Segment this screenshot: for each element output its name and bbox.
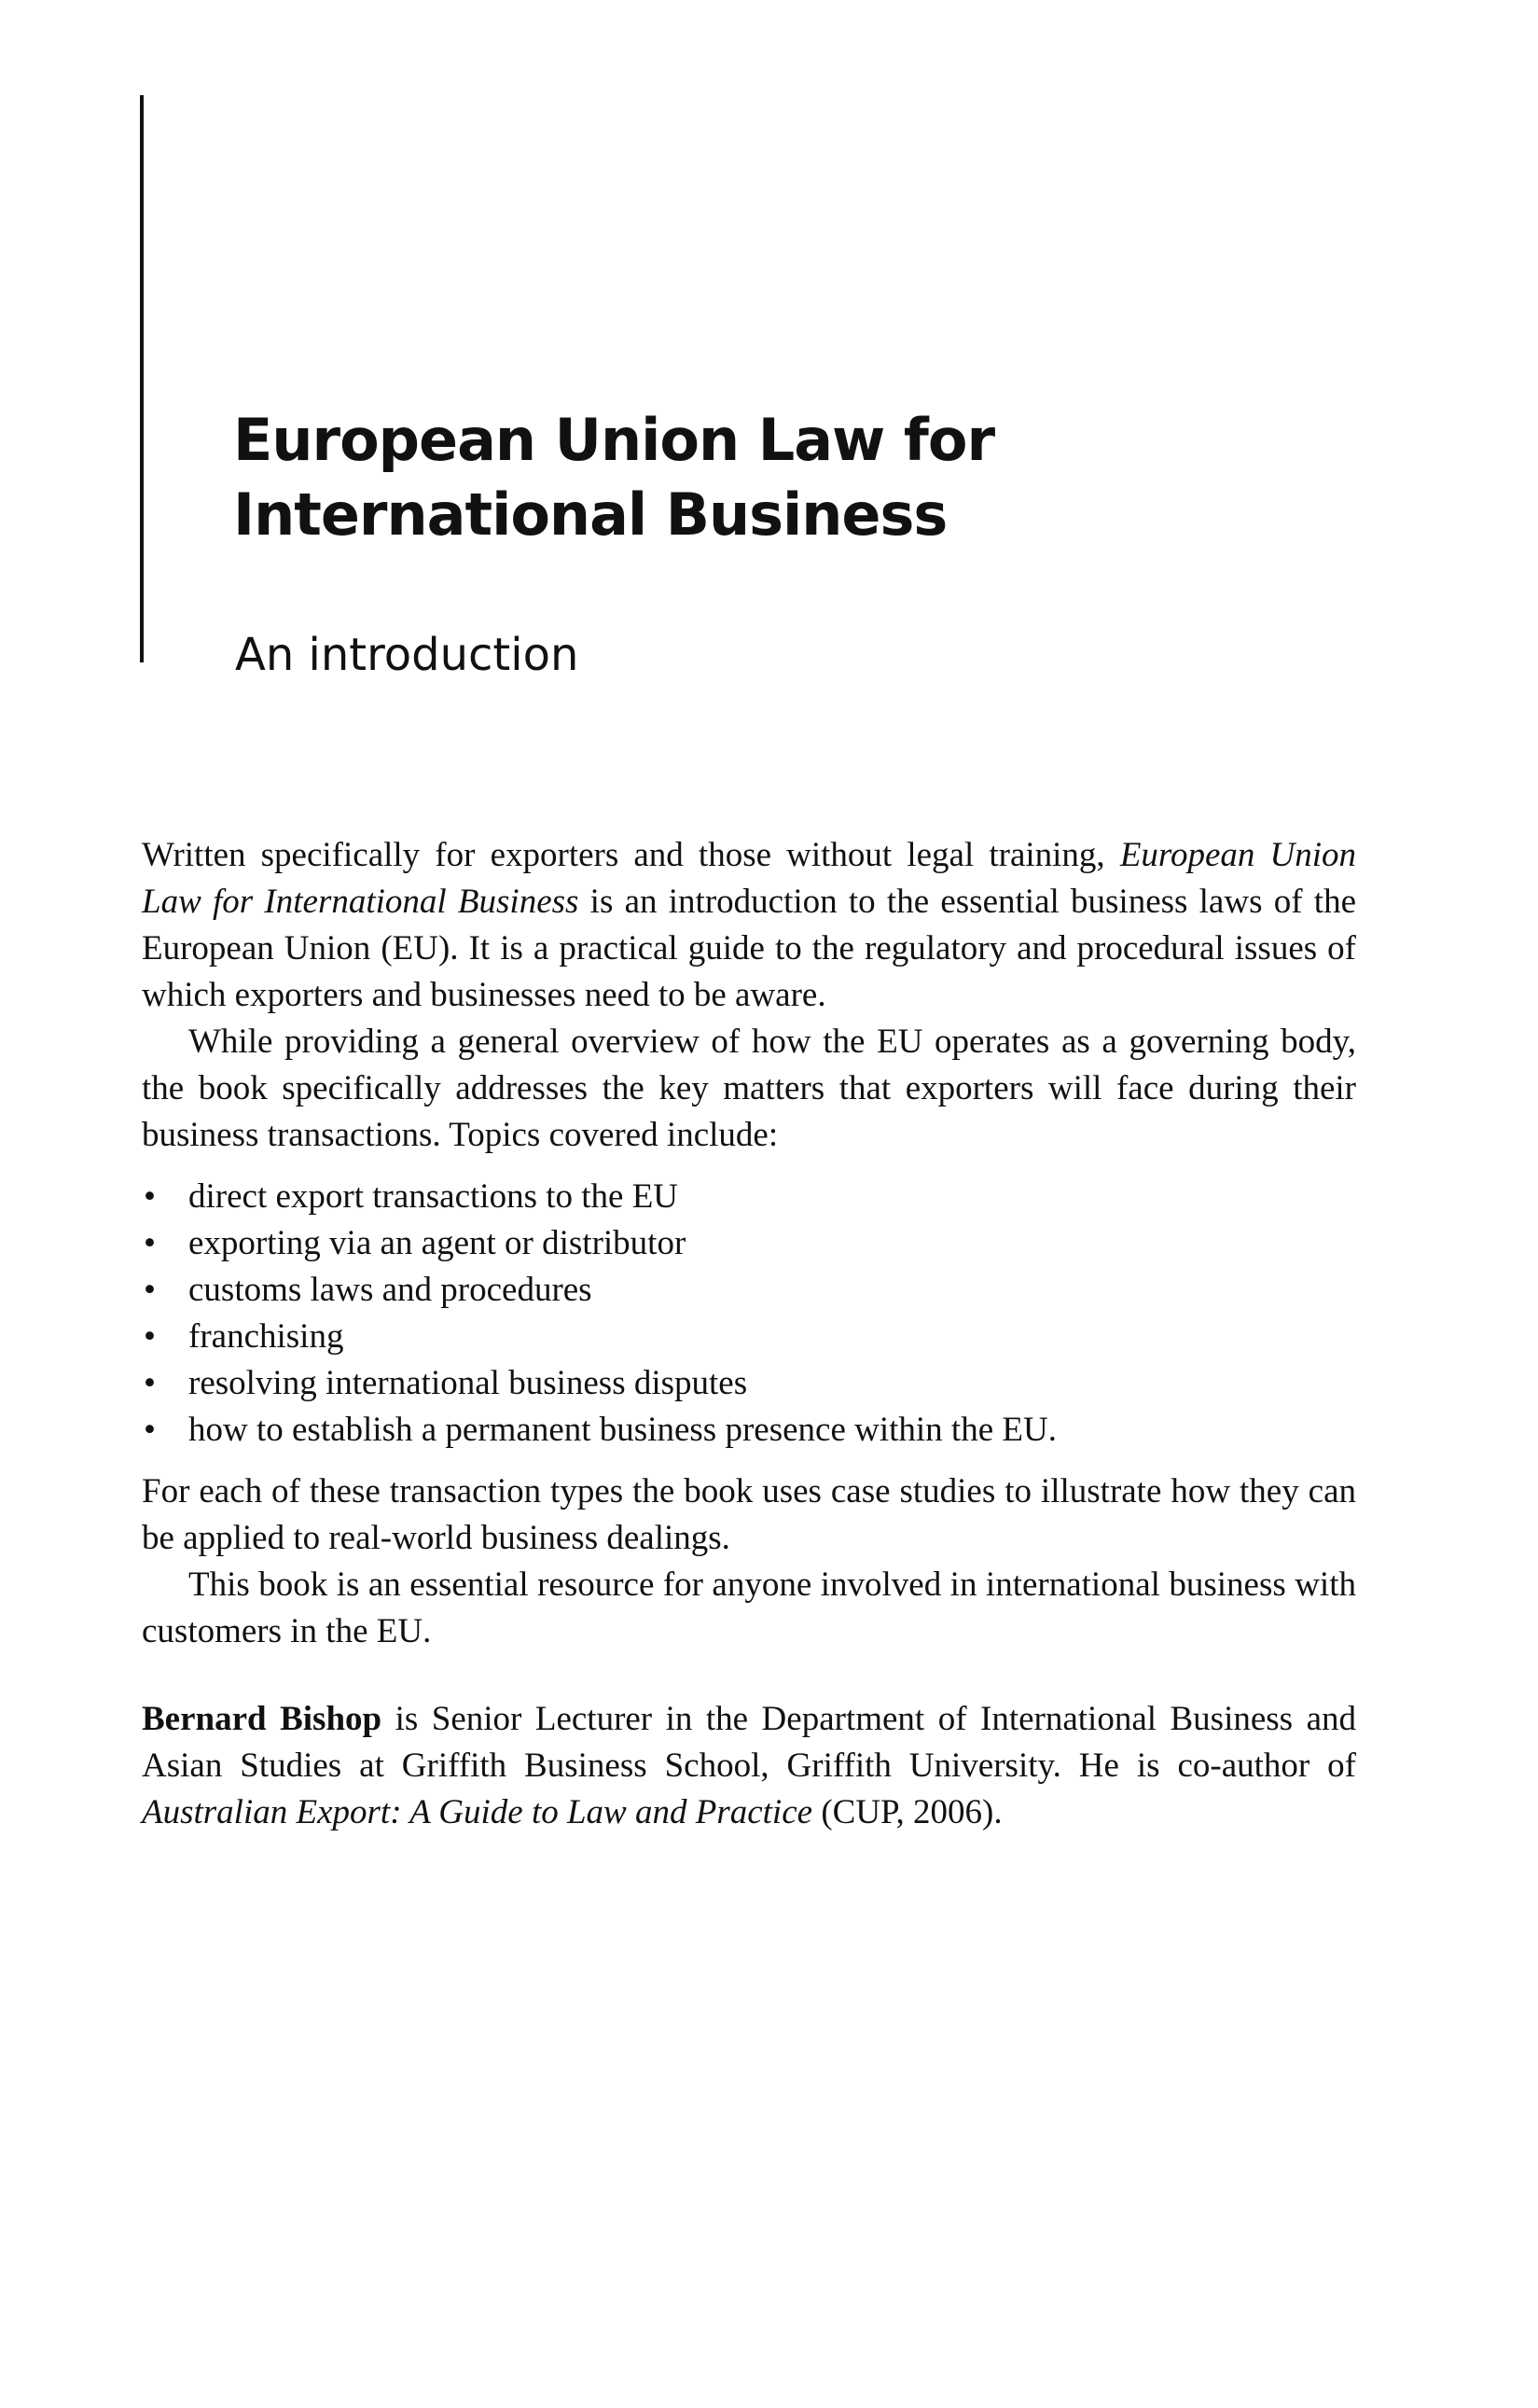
list-item [142, 1220, 1356, 1267]
blurb-body [142, 832, 1356, 1836]
topics-list [142, 1174, 1356, 1454]
book-title-line-2: International Business [233, 480, 948, 549]
author-other-book-title: Australian Export: A Guide to Law and Practice [142, 1793, 813, 1831]
book-title-line-1: European Union Law for [233, 406, 995, 474]
list-item [142, 1407, 1356, 1454]
author-bio-start: is Senior Lecturer in the Department of International Business and Asian Studies at Griffith Business School, Griffith University. He is co-author of [142, 1700, 1356, 1785]
list-item [142, 1174, 1356, 1220]
topic-text: how to establish a permanent business presence within the EU. [188, 1411, 1057, 1449]
topic-text: exporting via an agent or distributor [188, 1224, 686, 1262]
list-item [142, 1360, 1356, 1407]
intro-text-start: Written specifically for exporters and those without legal training, [142, 836, 1120, 874]
topic-text: direct export transactions to the EU [188, 1177, 679, 1216]
list-item [142, 1267, 1356, 1314]
book-title [233, 403, 994, 552]
intro-text-end: is an introduction to the essential business laws of the European Union (EU). It is a practical guide to the regulatory and procedural issues of which exporters and businesses need to be aware. [142, 883, 1356, 1014]
book-subtitle: An introduction [235, 629, 579, 681]
bullet-icon: • [144, 1364, 156, 1402]
overview-paragraph: While providing a general overview of how the EU operates as a governing body, the book specifically addresses the key matters that exporters will face during their business transactions. Topics covered include: [142, 1023, 1356, 1154]
bullet-icon: • [144, 1317, 156, 1356]
intro-book-title: European Union Law for International Business [142, 836, 1356, 921]
bullet-icon: • [144, 1177, 156, 1216]
list-item [142, 1314, 1356, 1360]
bullet-icon: • [144, 1411, 156, 1449]
case-studies-paragraph: For each of these transaction types the book uses case studies to illustrate how they can be applied to real-world business dealings. [142, 1472, 1356, 1557]
topic-text: resolving international business disputes [188, 1364, 748, 1402]
vertical-rule [140, 95, 144, 662]
bullet-icon: • [144, 1224, 156, 1262]
topic-text: customs laws and procedures [188, 1271, 592, 1309]
author-name: Bernard Bishop [142, 1700, 382, 1738]
topic-text: franchising [188, 1317, 344, 1356]
resource-paragraph: This book is an essential resource for anyone involved in international business with customers in the EU. [142, 1566, 1356, 1650]
author-bio-end: (CUP, 2006). [812, 1793, 1003, 1831]
author-bio [142, 1696, 1356, 1836]
intro-paragraph [142, 832, 1356, 1019]
bullet-icon: • [144, 1271, 156, 1309]
